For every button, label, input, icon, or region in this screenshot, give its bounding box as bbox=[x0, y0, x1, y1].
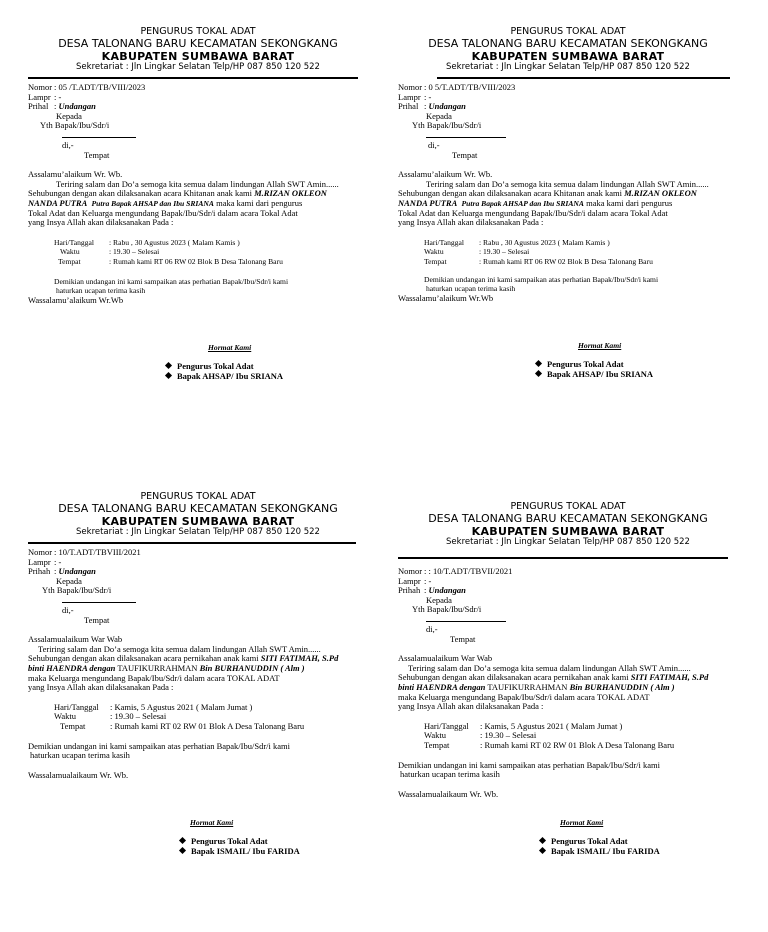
paragraph-line: Teriring salam dan Do’a semoga kita semua dalam lindungan Allah SWT Amin...... bbox=[38, 643, 321, 654]
letterhead-secretariat: Sekretariat : Jln Lingkar Selatan Telp/HP 087 850 120 522 bbox=[76, 527, 320, 538]
detail-label: Tempat bbox=[60, 720, 86, 731]
nomor-label: Nomor bbox=[28, 547, 53, 557]
nomor-label: Nomor bbox=[398, 566, 423, 576]
lampr-label: Lampr bbox=[28, 91, 51, 102]
letterhead-org: PENGURUS TOKAL ADAT bbox=[510, 26, 626, 37]
prihal-value: Undangan bbox=[428, 101, 466, 112]
letterhead-village: DESA TALONANG BARU KECAMATAN SEKONGKANG bbox=[428, 36, 708, 50]
lampr-value: : - bbox=[54, 556, 62, 567]
diamond-bullet-icon bbox=[179, 837, 186, 844]
letterhead-village: DESA TALONANG BARU KECAMATAN SEKONGKANG bbox=[58, 36, 338, 50]
groom-father: Bin BURHANUDDIN ( Alm ) bbox=[199, 662, 305, 673]
child-name: M.RIZAN OKLEON bbox=[254, 188, 327, 199]
kepada-line: Kepada bbox=[426, 594, 452, 605]
child-name-cont: NANDA PUTRA bbox=[398, 197, 458, 208]
lampr-value: : - bbox=[424, 575, 432, 586]
bride-name: SITI FATIMAH, S.Pd bbox=[260, 653, 339, 664]
di-line: di,- bbox=[62, 139, 74, 150]
nomor-value: : 05 /T.ADT/TB/VIII/2023 bbox=[54, 82, 146, 92]
detail-label: Hari/Tanggal bbox=[54, 701, 99, 712]
signatory: Bapak AHSAP/ Ibu SRIANA bbox=[547, 368, 654, 379]
detail-value: : Rumah kami RT 06 RW 02 Blok B Desa Talonang Baru bbox=[479, 256, 653, 266]
letterhead-org: PENGURUS TOKAL ADAT bbox=[140, 26, 256, 37]
recipient-blank-line bbox=[426, 620, 506, 622]
letterhead-org: PENGURUS TOKAL ADAT bbox=[140, 491, 256, 502]
letterhead-rule bbox=[398, 557, 728, 559]
closing-line: Demikian undangan ini kami sampaikan atas perhatian Bapak/Ibu/Sdr/i kami bbox=[424, 274, 659, 284]
letterhead-secretariat: Sekretariat : Jln Lingkar Selatan Telp/HP 087 850 120 522 bbox=[76, 62, 320, 73]
letterhead-regency: KABUPATEN SUMBAWA BARAT bbox=[101, 49, 295, 63]
letter-body: Nomor : 0 5/T.ADT/TB/VIII/2023 Lampr : - Prihal : Undangan Kepada Yth Bapak/Ibu/Sdr/i di,- Tempat Assalamu’alaikum Wr. Wb. Teriring salam dan Do’a semoga kita semua dalam lindungan Allah SWT Amin...... Sehubungan dengan akan dilaksanakan acara Khitanan anak kami M.RIZAN OKLEON NANDA PUTRA Putra Bapak AHSAP dan Ibu SRIANA maka kami dari pengurus Tokal Adat dan Keluarga mengundang Bapak/Ibu/Sdr/i dalam acara Tokal Adat yang Insya Allah akan dilaksanakan Pada : Hari/Tanggal : Rabu , 30 Agustus 2023 ( Malam Kamis ) Waktu : 19.30 – Selesai Tempat : Rumah kami RT 06 RW 02 Blok B Desa Talonang Baru Demikian undangan ini kami sampaikan atas perhatian Bapak/Ibu/Sdr/i kami haturkan ucapan terima kasih Wassalamu’alaikum Wr.Wb bbox=[398, 82, 709, 303]
nomor-value: : 0 5/T.ADT/TB/VIII/2023 bbox=[424, 82, 516, 92]
child-name: M.RIZAN OKLEON bbox=[624, 188, 697, 199]
letterhead-rule bbox=[28, 542, 356, 544]
hormat-kami: Hormat Kami bbox=[578, 341, 622, 350]
letterhead-rule bbox=[28, 77, 358, 79]
lampr-value: : - bbox=[54, 91, 62, 102]
kepada-line: Kepada bbox=[426, 110, 452, 121]
detail-label: Waktu bbox=[424, 247, 444, 257]
diamond-bullet-icon bbox=[179, 847, 186, 854]
detail-label: Waktu bbox=[60, 247, 80, 257]
signatory-list bbox=[166, 362, 283, 381]
closing-line: haturkan ucapan terima kasih bbox=[30, 750, 130, 761]
yth-line: Yth Bapak/Ibu/Sdr/i bbox=[42, 585, 112, 596]
letterhead bbox=[398, 27, 738, 73]
signatory: Bapak ISMAIL/ Ibu FARIDA bbox=[191, 845, 300, 856]
bride-father: binti HAENDRA dengan bbox=[28, 662, 116, 673]
closing-line: haturkan ucapan terima kasih bbox=[400, 769, 500, 780]
di-line: di,- bbox=[428, 139, 440, 150]
detail-value: : 19.30 – Selesai bbox=[109, 247, 160, 257]
nomor-value: : 10/T.ADT/TBVIII/2021 bbox=[54, 547, 141, 557]
bride-father: binti HAENDRA dengan bbox=[398, 681, 486, 692]
detail-label: Hari/Tanggal bbox=[424, 720, 469, 731]
recipient-blank-line bbox=[426, 136, 506, 138]
letterhead-secretariat: Sekretariat : Jln Lingkar Selatan Telp/HP 087 850 120 522 bbox=[446, 537, 690, 548]
detail-value: : Rabu , 30 Agustus 2023 ( Malam Kamis ) bbox=[479, 237, 610, 247]
di-line: di,- bbox=[426, 623, 438, 634]
signatory-list bbox=[536, 360, 653, 379]
lampr-label: Lampr bbox=[398, 91, 421, 102]
letterhead-org: PENGURUS TOKAL ADAT bbox=[510, 501, 626, 512]
paragraph-line: maka kami dari pengurus bbox=[213, 197, 303, 208]
letter-body: Nomor : : 10/T.ADT/TBVII/2021 Lampr : - Prihah : Undangan Kepada Yth Bapak/Ibu/Sdr/i di,- Tempat Assalamualaikum War Wab Teriring salam dan Do’a semoga kita semua dalam lindungan Allah SWT Amin...... Sehubungan dengan akan dilaksanakan acara pernikahan anak kami SITI FATIMAH, S.Pd binti HAENDRA dengan TAUFIKURRAHMAN Bin BURHANUDDIN ( Alm ) maka Keluarga mengundang Bapak/Ibu/Sdr/i dalam acara TOKAL ADAT yang Insya Allah akan dilaksanakan Pada : Hari/Tanggal : Kamis, 5 Agustus 2021 ( Malam Jumat ) Waktu : 19.30 – Selesai Tempat : Rumah kami RT 02 RW 01 Blok A Desa Talonang Baru Demikian undangan ini kami sampaikan atas perhatian Bapak/Ibu/Sdr/i kami haturkan ucapan terima kasih Wassalamualaikaum Wr. Wb. bbox=[398, 566, 709, 799]
paragraph-line: yang Insya Allah akan dilaksanakan Pada : bbox=[398, 701, 544, 712]
signatory-list bbox=[540, 837, 660, 856]
signatory: Pengurus Tokal Adat bbox=[191, 836, 268, 846]
paragraph-line: Sehubungan dengan akan dilaksanakan acara Khitanan anak kami bbox=[28, 188, 255, 199]
paragraph-line: maka Keluarga mengundang Bapak/Ibu/Sdr/i dalam acara TOKAL ADAT bbox=[398, 691, 650, 702]
paragraph-line: yang Insya Allah akan dilaksanakan Pada : bbox=[398, 217, 544, 228]
detail-value: : Kamis, 5 Agustus 2021 ( Malam Jumat ) bbox=[480, 720, 623, 731]
letterhead-village: DESA TALONANG BARU KECAMATAN SEKONGKANG bbox=[428, 511, 708, 525]
parents-name: Putra Bapak AHSAP dan Ibu SRIANA bbox=[461, 198, 584, 208]
letterhead bbox=[28, 492, 368, 538]
letterhead bbox=[28, 27, 368, 73]
detail-label: Tempat bbox=[424, 256, 447, 266]
diamond-bullet-icon bbox=[535, 360, 542, 367]
detail-value: : 19.30 – Selesai bbox=[110, 711, 167, 722]
farewell: Wassalamu’alaikum Wr.Wb bbox=[28, 294, 124, 305]
yth-line: Yth Bapak/Ibu/Sdr/i bbox=[412, 120, 482, 131]
detail-label: Hari/Tanggal bbox=[424, 237, 464, 247]
detail-value: : Rumah kami RT 02 RW 01 Blok A Desa Talonang Baru bbox=[110, 720, 305, 731]
prihal-label: Prihal bbox=[28, 101, 49, 112]
tempat-line: Tempat bbox=[84, 614, 110, 625]
detail-value: : Rumah kami RT 06 RW 02 Blok B Desa Talonang Baru bbox=[109, 256, 283, 266]
closing-line: Demikian undangan ini kami sampaikan atas perhatian Bapak/Ibu/Sdr/i kami bbox=[28, 740, 291, 751]
paragraph-line: Teriring salam dan Do’a semoga kita semua dalam lindungan Allah SWT Amin...... bbox=[56, 178, 339, 189]
letterhead-secretariat: Sekretariat : Jln Lingkar Selatan Telp/HP 087 850 120 522 bbox=[446, 62, 690, 73]
child-name-cont: NANDA PUTRA bbox=[28, 197, 88, 208]
signatory: Pengurus Tokal Adat bbox=[177, 361, 254, 371]
letterhead bbox=[398, 502, 738, 548]
diamond-bullet-icon bbox=[535, 370, 542, 377]
diamond-bullet-icon bbox=[165, 372, 172, 379]
nomor-label: Nomor bbox=[28, 82, 53, 92]
closing-line: Demikian undangan ini kami sampaikan atas perhatian Bapak/Ibu/Sdr/i kami bbox=[398, 759, 661, 770]
detail-value: : 19.30 – Selesai bbox=[480, 730, 537, 741]
signatory: Pengurus Tokal Adat bbox=[551, 836, 628, 846]
greeting: Assalamu’alaikum Wr. Wb. bbox=[398, 169, 493, 180]
closing-line: haturkan ucapan terima kasih bbox=[426, 284, 516, 294]
farewell: Wassalamu’alaikum Wr.Wb bbox=[398, 292, 494, 303]
groom-name: TAUFIKURRAHMAN bbox=[487, 681, 568, 692]
paragraph-line: Sehubungan dengan akan dilaksanakan acara Khitanan anak kami bbox=[398, 188, 625, 199]
farewell: Wassalamualaikaum Wr. Wb. bbox=[28, 769, 129, 780]
paragraph-line: yang Insya Allah akan dilaksanakan Pada : bbox=[28, 217, 174, 228]
paragraph-line: Sehubungan dengan akan dilaksanakan acara pernikahan anak kami bbox=[398, 672, 631, 683]
prihal-label: Prihah bbox=[398, 585, 421, 596]
groom-name: TAUFIKURRAHMAN bbox=[117, 662, 198, 673]
farewell: Wassalamualaikaum Wr. Wb. bbox=[398, 788, 499, 799]
prihal-label: Prihah bbox=[28, 566, 51, 577]
diamond-bullet-icon bbox=[539, 837, 546, 844]
bride-name: SITI FATIMAH, S.Pd bbox=[630, 672, 709, 683]
paragraph-line: yang Insya Allah akan dilaksanakan Pada : bbox=[28, 682, 174, 693]
paragraph-line: Tokal Adat dan Keluarga mengundang Bapak/Ibu/Sdr/i dalam acara Tokal Adat bbox=[398, 207, 668, 218]
greeting: Assalamualaikum War Wab bbox=[28, 634, 123, 645]
nomor-value: : : 10/T.ADT/TBVII/2021 bbox=[424, 566, 513, 576]
hormat-kami: Hormat Kami bbox=[560, 818, 604, 827]
di-line: di,- bbox=[62, 604, 74, 615]
prihal-value: Undangan bbox=[58, 566, 96, 577]
lampr-label: Lampr bbox=[28, 556, 51, 567]
detail-label: Hari/Tanggal bbox=[54, 237, 94, 247]
letterhead-regency: KABUPATEN SUMBAWA BARAT bbox=[101, 514, 295, 528]
greeting: Assalamualaikum War Wab bbox=[398, 653, 493, 664]
letter-body: Nomor : 10/T.ADT/TBVIII/2021 Lampr : - Prihah : Undangan Kepada Yth Bapak/Ibu/Sdr/i di,- Tempat Assalamualaikum War Wab Teriring salam dan Do’a semoga kita semua dalam lindungan Allah SWT Amin...... Sehubungan dengan akan dilaksanakan acara pernikahan anak kami SITI FATIMAH, S.Pd binti HAENDRA dengan TAUFIKURRAHMAN Bin BURHANUDDIN ( Alm ) maka Keluarga mengundang Bapak/Ibu/Sdr/i dalam acara TOKAL ADAT yang Insya Allah akan dilaksanakan Pada : Hari/Tanggal : Kamis, 5 Agustus 2021 ( Malam Jumat ) Waktu : 19.30 – Selesai Tempat : Rumah kami RT 02 RW 01 Blok A Desa Talonang Baru Demikian undangan ini kami sampaikan atas perhatian Bapak/Ibu/Sdr/i kami haturkan ucapan terima kasih Wassalamualaikaum Wr. Wb. bbox=[28, 547, 339, 780]
nomor-label: Nomor bbox=[398, 82, 423, 92]
detail-label: Tempat bbox=[58, 256, 81, 266]
signatory: Bapak ISMAIL/ Ibu FARIDA bbox=[551, 845, 660, 856]
diamond-bullet-icon bbox=[165, 362, 172, 369]
lampr-label: Lampr bbox=[398, 575, 421, 586]
kepada-line: Kepada bbox=[56, 575, 82, 586]
recipient-blank-line bbox=[62, 601, 136, 603]
paragraph-line: Sehubungan dengan akan dilaksanakan acara pernikahan anak kami bbox=[28, 653, 261, 664]
paragraph-line: Teriring salam dan Do’a semoga kita semua dalam lindungan Allah SWT Amin...... bbox=[408, 662, 691, 673]
hormat-kami: Hormat Kami bbox=[208, 343, 252, 352]
paragraph-line: maka Keluarga mengundang Bapak/Ibu/Sdr/i dalam acara TOKAL ADAT bbox=[28, 672, 280, 683]
greeting: Assalamu’alaikum Wr. Wb. bbox=[28, 169, 123, 180]
signatory: Pengurus Tokal Adat bbox=[547, 359, 624, 369]
tempat-line: Tempat bbox=[84, 149, 110, 160]
paragraph-line: maka kami dari pengurus bbox=[583, 197, 673, 208]
detail-value: : 19.30 – Selesai bbox=[479, 247, 530, 257]
prihal-label: Prihal bbox=[398, 101, 419, 112]
yth-line: Yth Bapak/Ibu/Sdr/i bbox=[412, 604, 482, 615]
letterhead-rule bbox=[437, 77, 730, 79]
closing-line: haturkan ucapan terima kasih bbox=[56, 286, 146, 296]
letterhead-regency: KABUPATEN SUMBAWA BARAT bbox=[471, 49, 665, 63]
prihal-value: Undangan bbox=[428, 585, 466, 596]
detail-value: : Rabu , 30 Agustus 2023 ( Malam Kamis ) bbox=[109, 237, 240, 247]
detail-value: : Rumah kami RT 02 RW 01 Blok A Desa Talonang Baru bbox=[480, 739, 675, 750]
hormat-kami: Hormat Kami bbox=[190, 818, 234, 827]
diamond-bullet-icon bbox=[539, 847, 546, 854]
detail-label: Waktu bbox=[424, 730, 446, 741]
detail-label: Tempat bbox=[424, 739, 450, 750]
lampr-value: : - bbox=[424, 91, 432, 102]
tempat-line: Tempat bbox=[450, 633, 476, 644]
prihal-value: Undangan bbox=[58, 101, 96, 112]
letterhead-village: DESA TALONANG BARU KECAMATAN SEKONGKANG bbox=[58, 501, 338, 515]
parents-name: Putra Bapak AHSAP dan Ibu SRIANA bbox=[91, 198, 214, 208]
tempat-line: Tempat bbox=[452, 149, 478, 160]
signatory-list bbox=[180, 837, 300, 856]
signatory: Bapak AHSAP/ Ibu SRIANA bbox=[177, 370, 284, 381]
letter-body: Nomor : 05 /T.ADT/TB/VIII/2023 Lampr : - Prihal : Undangan Kepada Yth Bapak/Ibu/Sdr/i di,- Tempat Assalamu’alaikum Wr. Wb. Teriring salam dan Do’a semoga kita semua dalam lindungan Allah SWT Amin...... Sehubungan dengan akan dilaksanakan acara Khitanan anak kami M.RIZAN OKLEON NANDA PUTRA Putra Bapak AHSAP dan Ibu SRIANA maka kami dari pengurus Tokal Adat dan Keluarga mengundang Bapak/Ibu/Sdr/i dalam acara Tokal Adat yang Insya Allah akan dilaksanakan Pada : Hari/Tanggal : Rabu , 30 Agustus 2023 ( Malam Kamis ) Waktu : 19.30 – Selesai Tempat : Rumah kami RT 06 RW 02 Blok B Desa Talonang Baru Demikian undangan ini kami sampaikan atas perhatian Bapak/Ibu/Sdr/i kami haturkan ucapan terima kasih Wassalamu’alaikum Wr.Wb bbox=[28, 82, 339, 305]
paragraph-line: Teriring salam dan Do’a semoga kita semua dalam lindungan Allah SWT Amin...... bbox=[426, 178, 709, 189]
detail-label: Waktu bbox=[54, 711, 76, 722]
paragraph-line: Tokal Adat dan Keluarga mengundang Bapak/Ibu/Sdr/i dalam acara Tokal Adat bbox=[28, 207, 298, 218]
detail-value: : Kamis, 5 Agustus 2021 ( Malam Jumat ) bbox=[110, 701, 253, 712]
recipient-blank-line bbox=[62, 136, 136, 138]
closing-line: Demikian undangan ini kami sampaikan atas perhatian Bapak/Ibu/Sdr/i kami bbox=[54, 276, 289, 286]
letterhead-regency: KABUPATEN SUMBAWA BARAT bbox=[471, 524, 665, 538]
yth-line: Yth Bapak/Ibu/Sdr/i bbox=[40, 120, 110, 131]
kepada-line: Kepada bbox=[56, 110, 82, 121]
groom-father: Bin BURHANUDDIN ( Alm ) bbox=[569, 681, 675, 692]
